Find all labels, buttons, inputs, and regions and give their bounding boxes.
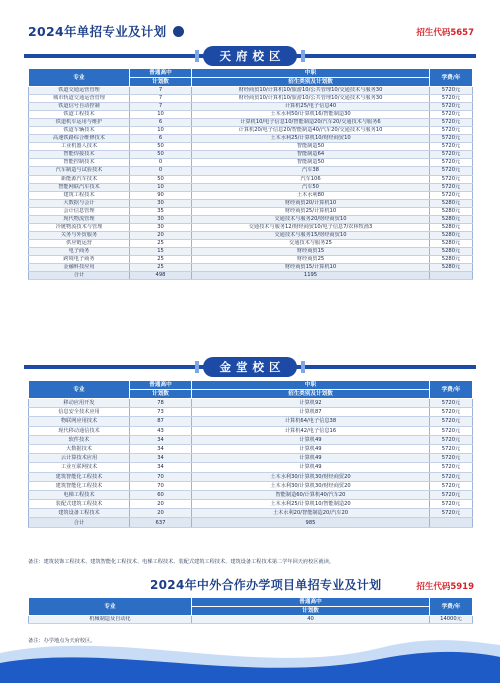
- table-cell: 建筑智能化工程技术: [29, 481, 130, 490]
- table-cell: 土木水利20/智能制造20/汽车20: [192, 509, 430, 518]
- total-cell: 637: [130, 518, 192, 527]
- table-cell: 7: [130, 103, 192, 111]
- table-cell: 5720元: [430, 500, 473, 509]
- table-row: [29, 247, 473, 255]
- table-row: [29, 191, 473, 199]
- table-cell: 5720元: [430, 509, 473, 518]
- table-cell: 5720元: [430, 95, 473, 103]
- table-row: [29, 444, 473, 453]
- table-cell: 城市轨道交通运营管理: [29, 95, 130, 103]
- table-cell: 财经商贸15: [192, 247, 430, 255]
- table-cell: 智能焊接技术: [29, 151, 130, 159]
- table-cell: 智能制造50: [192, 159, 430, 167]
- table-cell: 5280元: [430, 215, 473, 223]
- table-cell: 10: [130, 183, 192, 191]
- table-cell: 87: [130, 417, 192, 426]
- table-cell: 工业机器人技术: [29, 143, 130, 151]
- header-plan-count: 计划数: [130, 78, 192, 87]
- table-cell: 智能网联汽车技术: [29, 183, 130, 191]
- table-row: [29, 215, 473, 223]
- table-row: [29, 127, 473, 135]
- table-cell: 智能控制技术: [29, 159, 130, 167]
- tianfu-table: [28, 68, 473, 280]
- total-cell: [430, 272, 473, 280]
- campus-banner-jintang: [24, 357, 476, 377]
- table-row: [29, 417, 473, 426]
- table-cell: 土木水利25/计算机10/财经商贸10: [192, 135, 430, 143]
- table-cell: 5720元: [430, 159, 473, 167]
- table-cell: 5720元: [430, 151, 473, 159]
- table-cell: 汽车50: [192, 183, 430, 191]
- table-cell: 计算机92: [192, 399, 430, 408]
- table-row: [29, 481, 473, 490]
- table-cell: 20: [130, 500, 192, 509]
- table-cell: 5280元: [430, 231, 473, 239]
- table-cell: 计算机64/电子信息38: [192, 417, 430, 426]
- table-cell: 5280元: [430, 247, 473, 255]
- table-cell: 90: [130, 191, 192, 199]
- table-row: [29, 239, 473, 247]
- table-cell: 5720元: [430, 111, 473, 119]
- table-cell: 0: [130, 159, 192, 167]
- table-cell: 60: [130, 490, 192, 499]
- table-cell: 现代移动通信技术: [29, 426, 130, 435]
- table-cell: 大数据技术: [29, 444, 130, 453]
- table-cell: 5720元: [430, 167, 473, 175]
- table-cell: 计算机20/电子信息20/智能制造40/汽车20/交通技术与服务10: [192, 127, 430, 135]
- table-cell: 5720元: [430, 481, 473, 490]
- table-cell: 5280元: [430, 207, 473, 215]
- header-vocational: 中职: [192, 69, 430, 78]
- table-cell: 20: [130, 509, 192, 518]
- header-high-school: 普通高中: [192, 598, 430, 607]
- table-row: [29, 509, 473, 518]
- table-cell: 35: [130, 207, 192, 215]
- table-cell: 汽车38: [192, 167, 430, 175]
- table-row: [29, 95, 473, 103]
- table-cell: 土木水利25/计算机10/智能制造20: [192, 500, 430, 509]
- table-cell: 装配式建筑工程技术: [29, 500, 130, 509]
- table-row: [29, 435, 473, 444]
- table-row: [29, 143, 473, 151]
- table-cell: 5720元: [430, 490, 473, 499]
- table-row: [29, 408, 473, 417]
- header-high-school: 普通高中: [130, 381, 192, 390]
- table-row: [29, 87, 473, 95]
- table-cell: 建筑智能化工程技术: [29, 472, 130, 481]
- table-row: [29, 472, 473, 481]
- table-cell: 34: [130, 454, 192, 463]
- table-cell: 大数据与会计: [29, 199, 130, 207]
- logo-icon: [173, 26, 184, 37]
- table-cell: 5280元: [430, 264, 473, 272]
- table-cell: 土木水利80: [192, 191, 430, 199]
- table-cell: 铁道工程技术: [29, 111, 130, 119]
- table-cell: 汽车制造与试验技术: [29, 167, 130, 175]
- table-cell: 电梯工程技术: [29, 490, 130, 499]
- table-cell: 计算机42/电子信息16: [192, 426, 430, 435]
- header-major: 专业: [29, 598, 192, 616]
- total-cell: 985: [192, 518, 430, 527]
- table-cell: 5720元: [430, 435, 473, 444]
- table-row: [29, 490, 473, 499]
- table-cell: 高速铁路综合维修技术: [29, 135, 130, 143]
- table-row: [29, 111, 473, 119]
- table-cell: 5720元: [430, 191, 473, 199]
- campus-name: 金堂校区: [203, 357, 297, 377]
- header-category-plan: 招生类别及计划数: [192, 390, 430, 399]
- table-cell: 30: [130, 215, 192, 223]
- table-cell: 0: [130, 167, 192, 175]
- table-cell: 云计算技术应用: [29, 454, 130, 463]
- table-cell: 交通技术与服务20/财经商贸10: [192, 215, 430, 223]
- table-cell: 50: [130, 175, 192, 183]
- jintang-note: 备注：建筑装饰工程技术、建筑智能化工程技术、电梯工程技术、装配式建筑工程技术、建筑设备工程技术第二学年回天府校区就读。: [28, 559, 335, 565]
- table-cell: 现代物流管理: [29, 215, 130, 223]
- table-row: [29, 151, 473, 159]
- table-row: [29, 183, 473, 191]
- total-cell: [430, 518, 473, 527]
- header-tuition: 学费/年: [430, 598, 473, 616]
- total-cell: 合计: [29, 272, 130, 280]
- table-cell: 物联网应用技术: [29, 417, 130, 426]
- table-cell: 计算机49: [192, 463, 430, 472]
- table-cell: 5280元: [430, 223, 473, 231]
- table-cell: 建筑设备工程技术: [29, 509, 130, 518]
- table-cell: 5720元: [430, 127, 473, 135]
- table-cell: 计算机25/电子信息40: [192, 103, 430, 111]
- total-cell: 1195: [192, 272, 430, 280]
- table-cell: 34: [130, 435, 192, 444]
- table-cell: 5720元: [430, 454, 473, 463]
- table-cell: 冷链物流技术与管理: [29, 223, 130, 231]
- table-cell: 40: [192, 616, 430, 624]
- table-cell: 计算机87: [192, 408, 430, 417]
- table-cell: 铁道车辆技术: [29, 127, 130, 135]
- table-cell: 铁道交通运营管理: [29, 87, 130, 95]
- table-cell: 5720元: [430, 463, 473, 472]
- table-cell: 跨境电子商务: [29, 255, 130, 263]
- table-cell: 5720元: [430, 183, 473, 191]
- table-row: [29, 103, 473, 111]
- total-row: [29, 518, 473, 527]
- header-tuition: 学费/年: [430, 69, 473, 87]
- table-cell: 5720元: [430, 472, 473, 481]
- table-cell: 计算机49: [192, 435, 430, 444]
- table-cell: 5720元: [430, 417, 473, 426]
- table-cell: 7: [130, 95, 192, 103]
- table-cell: 10: [130, 127, 192, 135]
- table-cell: 会计信息管理: [29, 207, 130, 215]
- total-cell: 498: [130, 272, 192, 280]
- table-row: [29, 264, 473, 272]
- table-cell: 70: [130, 481, 192, 490]
- table-cell: 智能制造50: [192, 143, 430, 151]
- table-cell: 50: [130, 143, 192, 151]
- table-cell: 15: [130, 247, 192, 255]
- table-cell: 交通技术与服务25: [192, 239, 430, 247]
- table-row: [29, 454, 473, 463]
- table-row: [29, 231, 473, 239]
- table-cell: 智能制造60/计算机40/汽车20: [192, 490, 430, 499]
- table-row: [29, 255, 473, 263]
- header-plan-count: 计划数: [130, 390, 192, 399]
- table-cell: 34: [130, 463, 192, 472]
- table-cell: 70: [130, 472, 192, 481]
- header-tuition: 学费/年: [430, 381, 473, 399]
- coop-title: 2024年中外合作办学项目单招专业及计划: [150, 578, 382, 592]
- table-cell: 34: [130, 444, 192, 453]
- table-cell: 10: [130, 111, 192, 119]
- table-cell: 5720元: [430, 426, 473, 435]
- table-cell: 财经商贸25: [192, 255, 430, 263]
- table-cell: 建筑工程技术: [29, 191, 130, 199]
- total-row: [29, 272, 473, 280]
- table-row: [29, 463, 473, 472]
- table-cell: 5720元: [430, 175, 473, 183]
- table-cell: 5720元: [430, 103, 473, 111]
- header-major: 专业: [29, 381, 130, 399]
- table-row: [29, 159, 473, 167]
- table-cell: 7: [130, 87, 192, 95]
- table-cell: 5280元: [430, 255, 473, 263]
- table-cell: 汽车106: [192, 175, 430, 183]
- total-cell: 合计: [29, 518, 130, 527]
- table-cell: 5280元: [430, 239, 473, 247]
- table-cell: 25: [130, 255, 192, 263]
- table-cell: 计算机49: [192, 444, 430, 453]
- table-cell: 6: [130, 119, 192, 127]
- table-cell: 供应链运营: [29, 239, 130, 247]
- coop-code: 招生代码5919: [416, 582, 474, 592]
- table-cell: 土木水利30/计算机30/财经商贸20: [192, 472, 430, 481]
- table-cell: 财经商贸10/计算机10/旅游10/公共管理10/交通技术与服务30: [192, 95, 430, 103]
- table-cell: 移动应用开发: [29, 399, 130, 408]
- jintang-table: [28, 380, 473, 528]
- table-cell: 5720元: [430, 135, 473, 143]
- enroll-code: 招生代码5657: [416, 28, 474, 38]
- table-cell: 土木水利30/计算机30/财经商贸20: [192, 481, 430, 490]
- table-cell: 30: [130, 223, 192, 231]
- table-cell: 智能制造64: [192, 151, 430, 159]
- coop-note: 备注：办学地点为天府校区。: [28, 638, 96, 644]
- table-row: [29, 500, 473, 509]
- table-cell: 机械制造及自动化: [29, 616, 192, 624]
- table-cell: 25: [130, 264, 192, 272]
- table-cell: 5720元: [430, 143, 473, 151]
- campus-banner-tianfu: [24, 46, 476, 66]
- table-cell: 43: [130, 426, 192, 435]
- table-cell: 30: [130, 199, 192, 207]
- header-plan-count: 计划数: [192, 607, 430, 616]
- table-cell: 5720元: [430, 399, 473, 408]
- table-cell: 50: [130, 151, 192, 159]
- table-cell: 交通技术与服务15/财经商贸10: [192, 231, 430, 239]
- table-row: [29, 135, 473, 143]
- table-cell: 20: [130, 231, 192, 239]
- table-row: [29, 223, 473, 231]
- table-row: [29, 175, 473, 183]
- table-cell: 交通技术与服务12/财经商贸10/电子信息7/农林牧渔3: [192, 223, 430, 231]
- table-row: [29, 207, 473, 215]
- table-cell: 信息安全技术应用: [29, 408, 130, 417]
- table-row: [29, 199, 473, 207]
- table-cell: 5720元: [430, 119, 473, 127]
- table-cell: 财经商贸15/计算机10: [192, 264, 430, 272]
- table-cell: 土木水利50/计算机16/智能制造30: [192, 111, 430, 119]
- table-cell: 铁道信号自动控制: [29, 103, 130, 111]
- campus-name: 天府校区: [203, 46, 297, 66]
- table-cell: 计算机10/电子信息10/智能制造20/汽车20/交通技术与服务6: [192, 119, 430, 127]
- table-row: [29, 119, 473, 127]
- table-cell: 关务与外贸服务: [29, 231, 130, 239]
- coop-table: [28, 597, 473, 624]
- table-cell: 25: [130, 239, 192, 247]
- table-cell: 财经商贸25/计算机10: [192, 207, 430, 215]
- header-major: 专业: [29, 69, 130, 87]
- table-cell: 14000元: [430, 616, 473, 624]
- table-cell: 工业互联网技术: [29, 463, 130, 472]
- table-cell: 金融科技应用: [29, 264, 130, 272]
- table-cell: 软件技术: [29, 435, 130, 444]
- table-cell: 新能源汽车技术: [29, 175, 130, 183]
- table-row: [29, 399, 473, 408]
- table-cell: 5720元: [430, 87, 473, 95]
- table-cell: 电子商务: [29, 247, 130, 255]
- wave-decoration: [0, 623, 500, 683]
- table-row: [29, 167, 473, 175]
- table-cell: 计算机49: [192, 454, 430, 463]
- header-high-school: 普通高中: [130, 69, 192, 78]
- table-cell: 财经商贸20/计算机10: [192, 199, 430, 207]
- table-cell: 5280元: [430, 199, 473, 207]
- table-cell: 5720元: [430, 408, 473, 417]
- table-cell: 铁道机车运用与维护: [29, 119, 130, 127]
- table-cell: 73: [130, 408, 192, 417]
- header-category-plan: 招生类别及计划数: [192, 78, 430, 87]
- table-cell: 5720元: [430, 444, 473, 453]
- table-cell: 财经商贸10/计算机10/旅游10/公共管理10/交通技术与服务30: [192, 87, 430, 95]
- table-row: [29, 426, 473, 435]
- page-title: 2024年单招专业及计划: [28, 22, 184, 40]
- header-vocational: 中职: [192, 381, 430, 390]
- table-cell: 78: [130, 399, 192, 408]
- table-cell: 6: [130, 135, 192, 143]
